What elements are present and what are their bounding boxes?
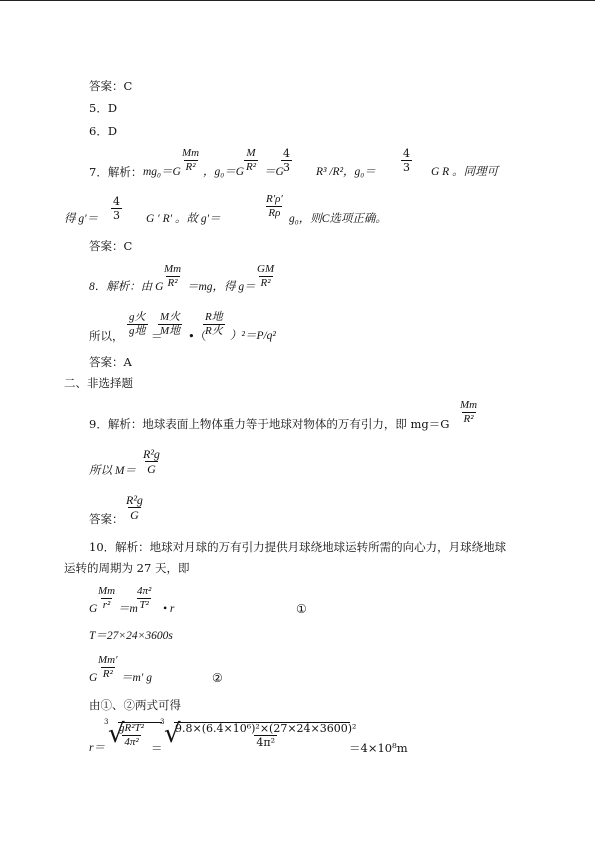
answer-line: 答案：C bbox=[89, 79, 133, 93]
q7-text-2: ，g₀＝G bbox=[203, 166, 245, 178]
q8-eq: ＝ bbox=[151, 329, 163, 343]
radical-sign: √ bbox=[108, 719, 125, 749]
q10-frac-2: $\frac{\text{4π²}}{\text{T²}}$ bbox=[137, 585, 152, 611]
radical-2: 3 √ bbox=[160, 721, 350, 755]
top-border-line bbox=[0, 0, 595, 1]
q7-lhs: mg₀＝G bbox=[143, 166, 181, 178]
q7-line2-mid: G ′ R′ 。故 g′＝ bbox=[146, 213, 221, 225]
q8-frac-5: R地 R火 bbox=[205, 311, 223, 337]
answer-line: 答案：C bbox=[89, 239, 133, 253]
section-heading: 二、非选择题 bbox=[64, 376, 133, 390]
q10-eq2-g: G bbox=[89, 672, 98, 684]
q7-text-5: G R 。同理可 bbox=[431, 166, 499, 178]
q10-root-frac-1: $\frac{\text{gR²T²}}{\text{4π²}}$ bbox=[119, 722, 144, 748]
item-6: 6．D bbox=[89, 124, 118, 138]
q7-line2-start: 得 g′＝ bbox=[64, 213, 99, 225]
q9-line2-start: 所以 M＝ bbox=[89, 465, 136, 477]
q7-text-4: R³ /R²，g₀＝ bbox=[316, 166, 376, 178]
q9-answer-label: 答案： bbox=[89, 512, 124, 526]
q7-frac-5: $\frac{4}{3}$ bbox=[113, 195, 120, 222]
q8-dot: •（ bbox=[188, 329, 207, 343]
q10-t-line: T＝27×24×3600s bbox=[89, 630, 173, 642]
q10-line1: 10．解析：地球对月球的万有引力提供月球绕地球运转所需的向心力，月球绕地球 bbox=[89, 540, 507, 554]
q10-r-eq: r＝ bbox=[89, 742, 105, 754]
q7-line2-end: g₀，则C选项正确。 bbox=[289, 213, 387, 225]
q9-frac-2: $\frac{\text{R²g}}{G}$ bbox=[143, 447, 160, 476]
q8-tail: ）²＝P/q² bbox=[230, 330, 276, 342]
q8-label: 8．解析：由 G bbox=[89, 281, 164, 293]
q7-frac-1: $\frac{Mm}{\text{R²}}$ bbox=[182, 147, 200, 173]
q9-frac-3: $\frac{\text{R²g}}{G}$ bbox=[126, 493, 143, 522]
q7-frac-3: $\frac{4}{3}$ bbox=[283, 147, 290, 174]
q8-frac-4: M火 M地 bbox=[160, 311, 181, 337]
answer-line: 答案：A bbox=[89, 355, 132, 369]
q9-line1: 9．解析：地球表面上物体重力等于地球对物体的万有引力，即 mg＝G bbox=[89, 417, 450, 431]
q10-result: ＝4×10⁸m bbox=[349, 741, 408, 755]
q7-frac-2: $\frac{M}{\text{R²}}$ bbox=[246, 147, 257, 173]
q10-derive: 由①、②两式可得 bbox=[89, 698, 181, 712]
q8-frac-3: g火 g地 bbox=[129, 311, 146, 337]
q9-frac-1: $\frac{Mm}{\text{R²}}$ bbox=[460, 399, 478, 425]
q8-frac-1: $\frac{Mm}{\text{R²}}$ bbox=[164, 263, 182, 289]
q10-eq2-end: ＝m′ g bbox=[121, 672, 152, 684]
q7-label: 7．解析： bbox=[89, 165, 143, 179]
equation-marker-1: ① bbox=[296, 602, 307, 616]
q7-frac-4: $\frac{4}{3}$ bbox=[403, 147, 410, 174]
q7-text-3: ＝G bbox=[264, 166, 284, 178]
q10-eq1-mid: ＝m bbox=[118, 603, 138, 615]
q10-line2: 运转的周期为 27 天，即 bbox=[64, 561, 190, 575]
q10-frac-3: $\frac{Mm'}{\text{R²}}$ bbox=[98, 654, 118, 680]
q10-frac-1: $\frac{Mm}{\text{r²}}$ bbox=[98, 585, 116, 611]
q8-mid: ＝mg，得 g＝ bbox=[187, 281, 256, 293]
q10-eq1-g: G bbox=[89, 603, 98, 615]
radical-sign: √ bbox=[164, 719, 181, 749]
q7-frac-6: $\frac{R'\rho'}{R\rho}$ bbox=[266, 193, 283, 219]
q8-frac-2: $\frac{GM}{\text{R²}}$ bbox=[257, 263, 275, 289]
radical-1: 3 √ bbox=[104, 721, 164, 755]
equation-marker-2: ② bbox=[212, 671, 223, 685]
q10-root-frac-2: $\frac{\text{9.8×(6.4×10⁶)²×(27×24×3600)²}}{\text{4π²}}$ bbox=[175, 722, 357, 749]
item-5: 5．D bbox=[89, 101, 118, 115]
q8-line2-start: 所以， bbox=[89, 329, 124, 343]
q10-eq1-end: • r bbox=[163, 603, 175, 615]
q10-eq: ＝ bbox=[151, 741, 163, 755]
